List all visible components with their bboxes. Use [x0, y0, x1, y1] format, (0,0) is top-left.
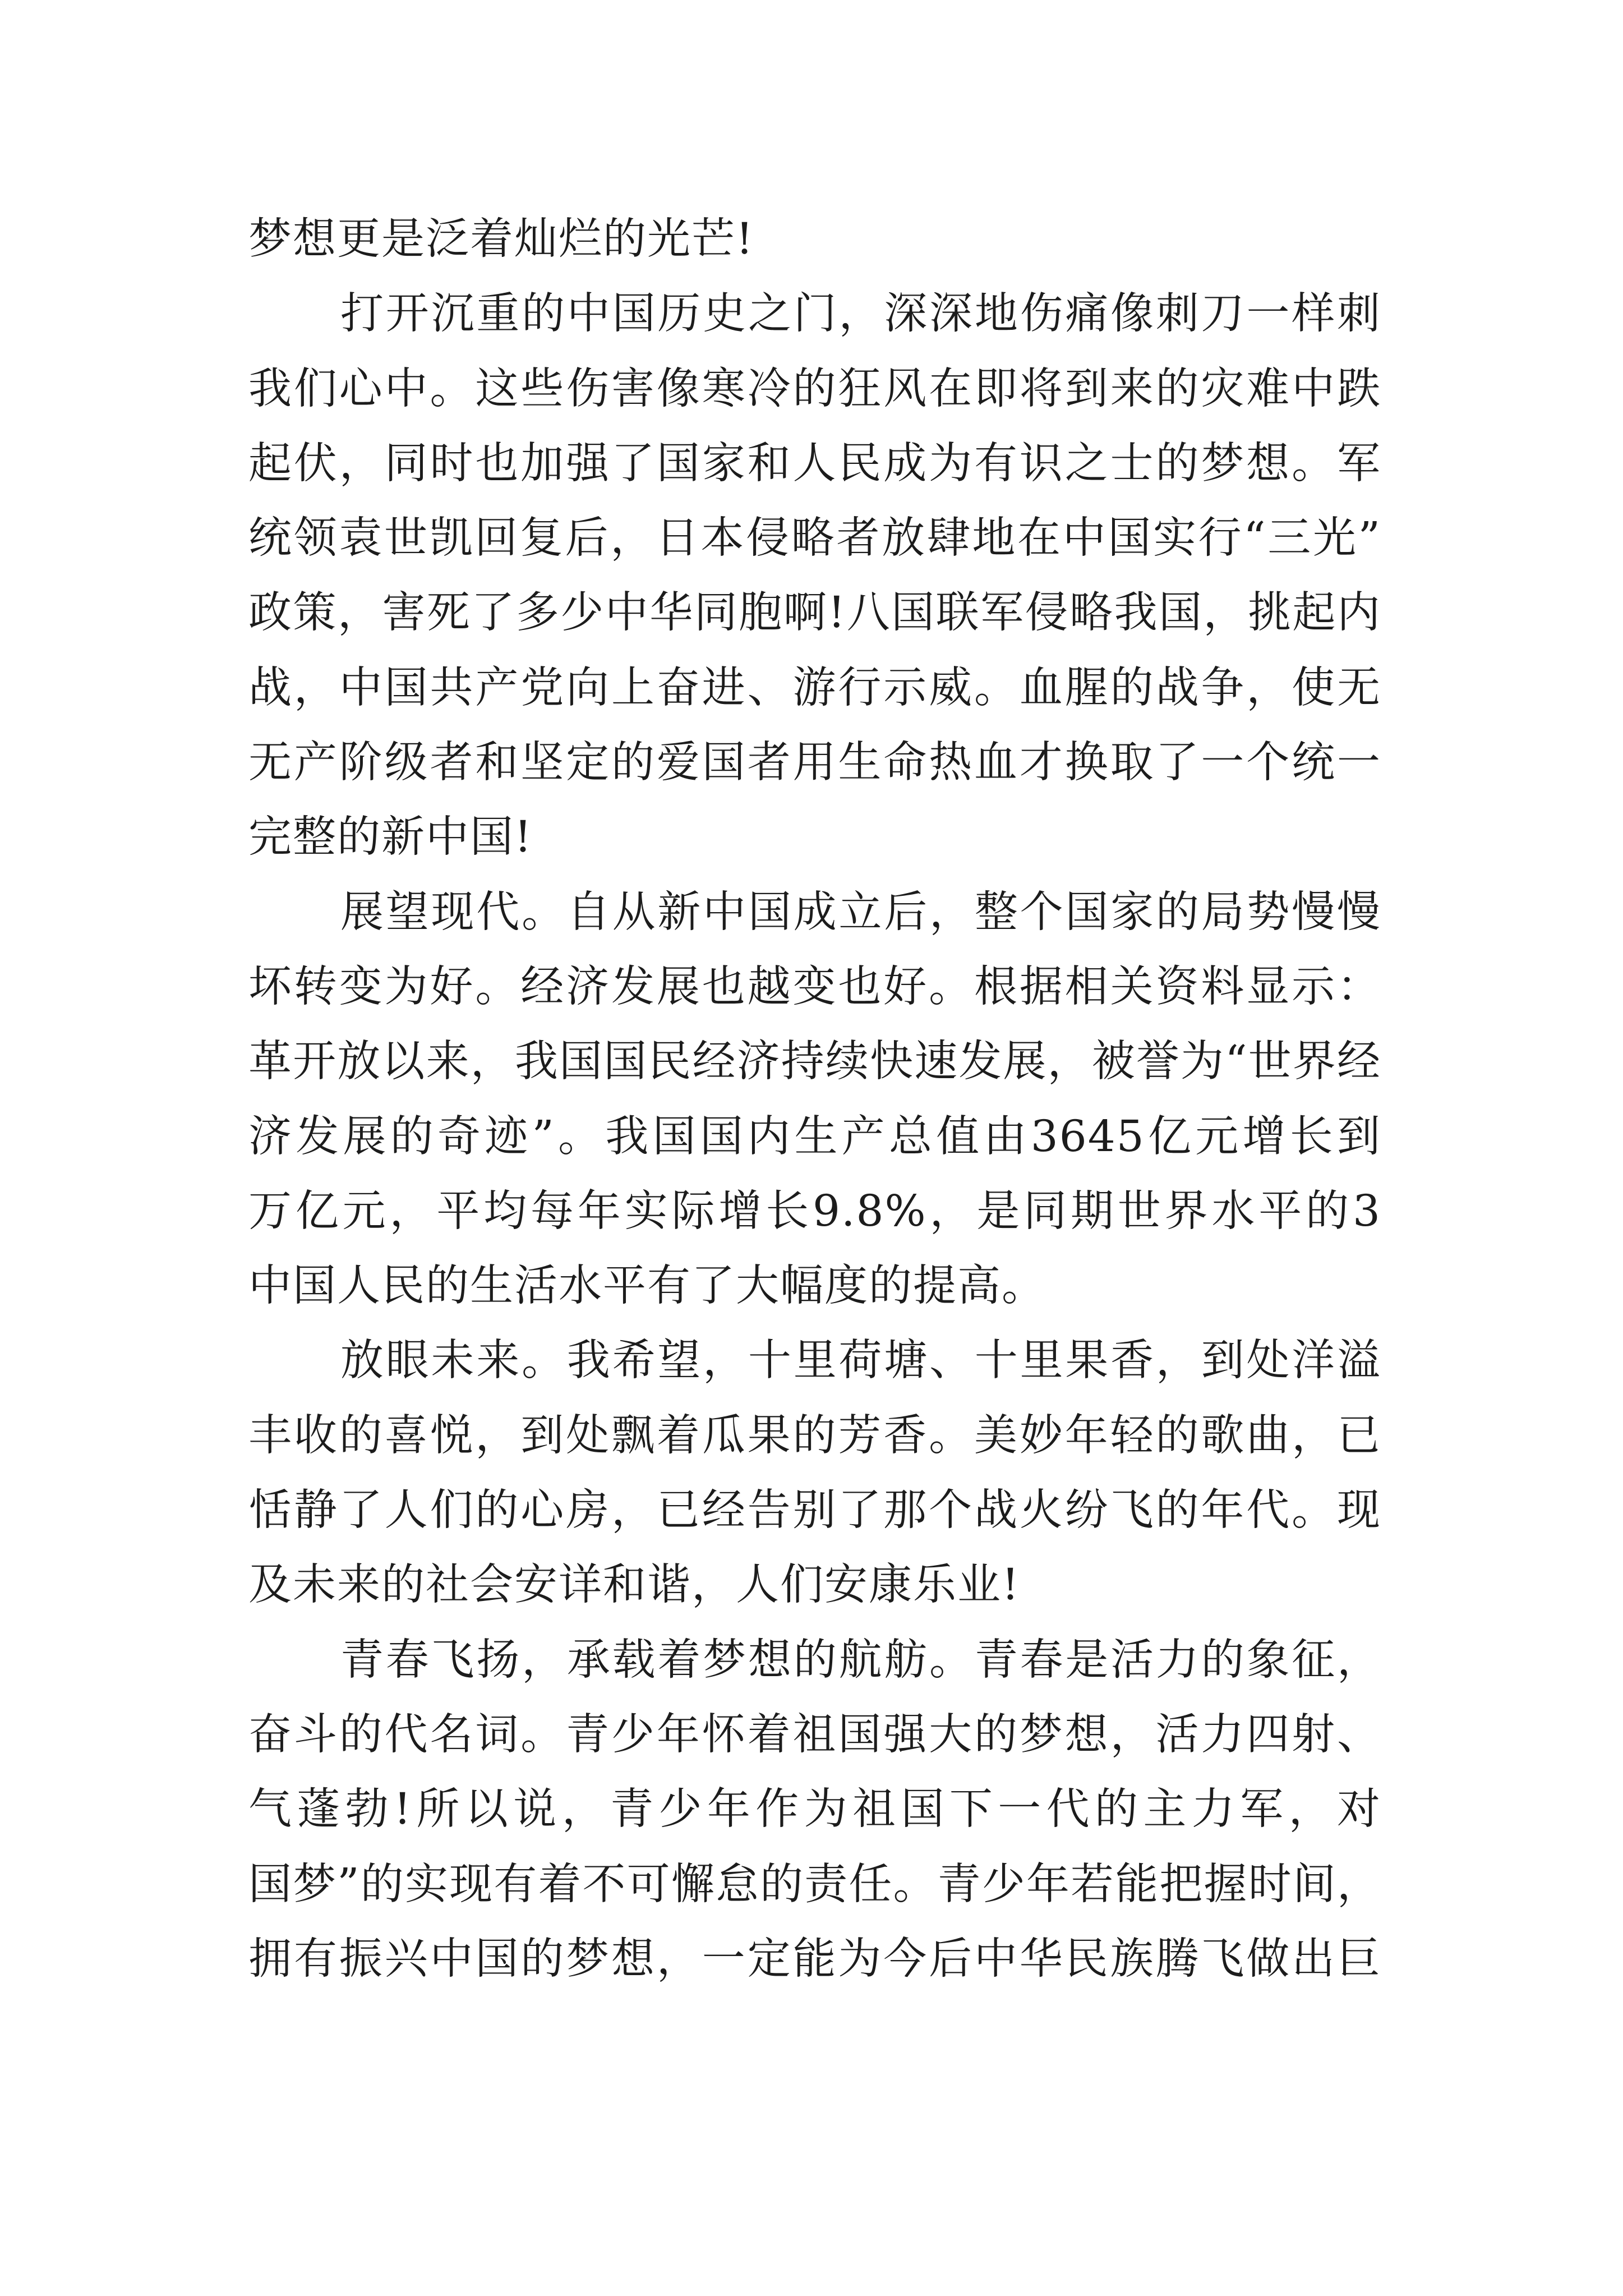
- text-line: 梦想更是泛着灿烂的光芒!: [248, 214, 754, 264]
- paragraph-start-line: 打开沉重的中国历史之门，深深地伤痛像刺刀一样刺: [340, 289, 1381, 339]
- text-line: 济发展的奇迹”。我国国内生产总值由3645亿元增长到: [248, 1111, 1381, 1162]
- body-text: [248, 202, 1381, 1996]
- paragraph-start-line: 展望现代。自从新中国成立后，整个国家的局势慢慢: [340, 887, 1381, 937]
- text-line: 丰收的喜悦，到处飘着瓜果的芳香。美妙年轻的歌曲，已: [248, 1410, 1381, 1461]
- paragraph-start-line: 放眼未来。我希望，十里荷塘、十里果香，到处洋溢: [340, 1336, 1381, 1386]
- text-line: 奋斗的代名词。青少年怀着祖国强大的梦想，活力四射、: [248, 1709, 1381, 1760]
- text-line: 气蓬勃!所以说，青少年作为祖国下一代的主力军，对: [248, 1784, 1381, 1835]
- text-line: 革开放以来，我国国民经济持续快速发展，被誉为“世界经: [248, 1037, 1381, 1087]
- text-line: 坏转变为好。经济发展也越变也好。根据相关资料显示：: [248, 961, 1381, 1012]
- text-line: 拥有振兴中国的梦想，一定能为今后中华民族腾飞做出巨: [248, 1934, 1381, 1984]
- text-line: 起伏，同时也加强了国家和人民成为有识之士的梦想。军: [248, 438, 1381, 489]
- text-line: 我们心中。这些伤害像寒冷的狂风在即将到来的灾难中跌: [248, 364, 1381, 414]
- text-line: 中国人民的生活水平有了大幅度的提高。: [248, 1261, 1046, 1312]
- text-line: 恬静了人们的心房，已经告别了那个战火纷飞的年代。现: [248, 1485, 1381, 1536]
- text-line: 及未来的社会安详和谐，人们安康乐业!: [248, 1560, 1020, 1611]
- text-line: 无产阶级者和坚定的爱国者用生命热血才换取了一个统一: [248, 738, 1381, 788]
- text-line: 政策，害死了多少中华同胞啊!八国联军侵略我国，挑起内: [248, 588, 1381, 638]
- text-line: 统领袁世凯回复后，日本侵略者放肆地在中国实行“三光”: [248, 513, 1381, 564]
- paragraph-start-line: 青春飞扬，承载着梦想的航舫。青春是活力的象征，: [340, 1635, 1381, 1685]
- text-line: 国梦”的实现有着不可懈怠的责任。青少年若能把握时间，: [248, 1859, 1381, 1910]
- text-line: 战，中国共产党向上奋进、游行示威。血腥的战争，使无: [248, 662, 1381, 713]
- text-line: 万亿元，平均每年实际增长9.8%，是同期世界水平的3: [248, 1186, 1381, 1236]
- text-line: 完整的新中国!: [248, 812, 533, 863]
